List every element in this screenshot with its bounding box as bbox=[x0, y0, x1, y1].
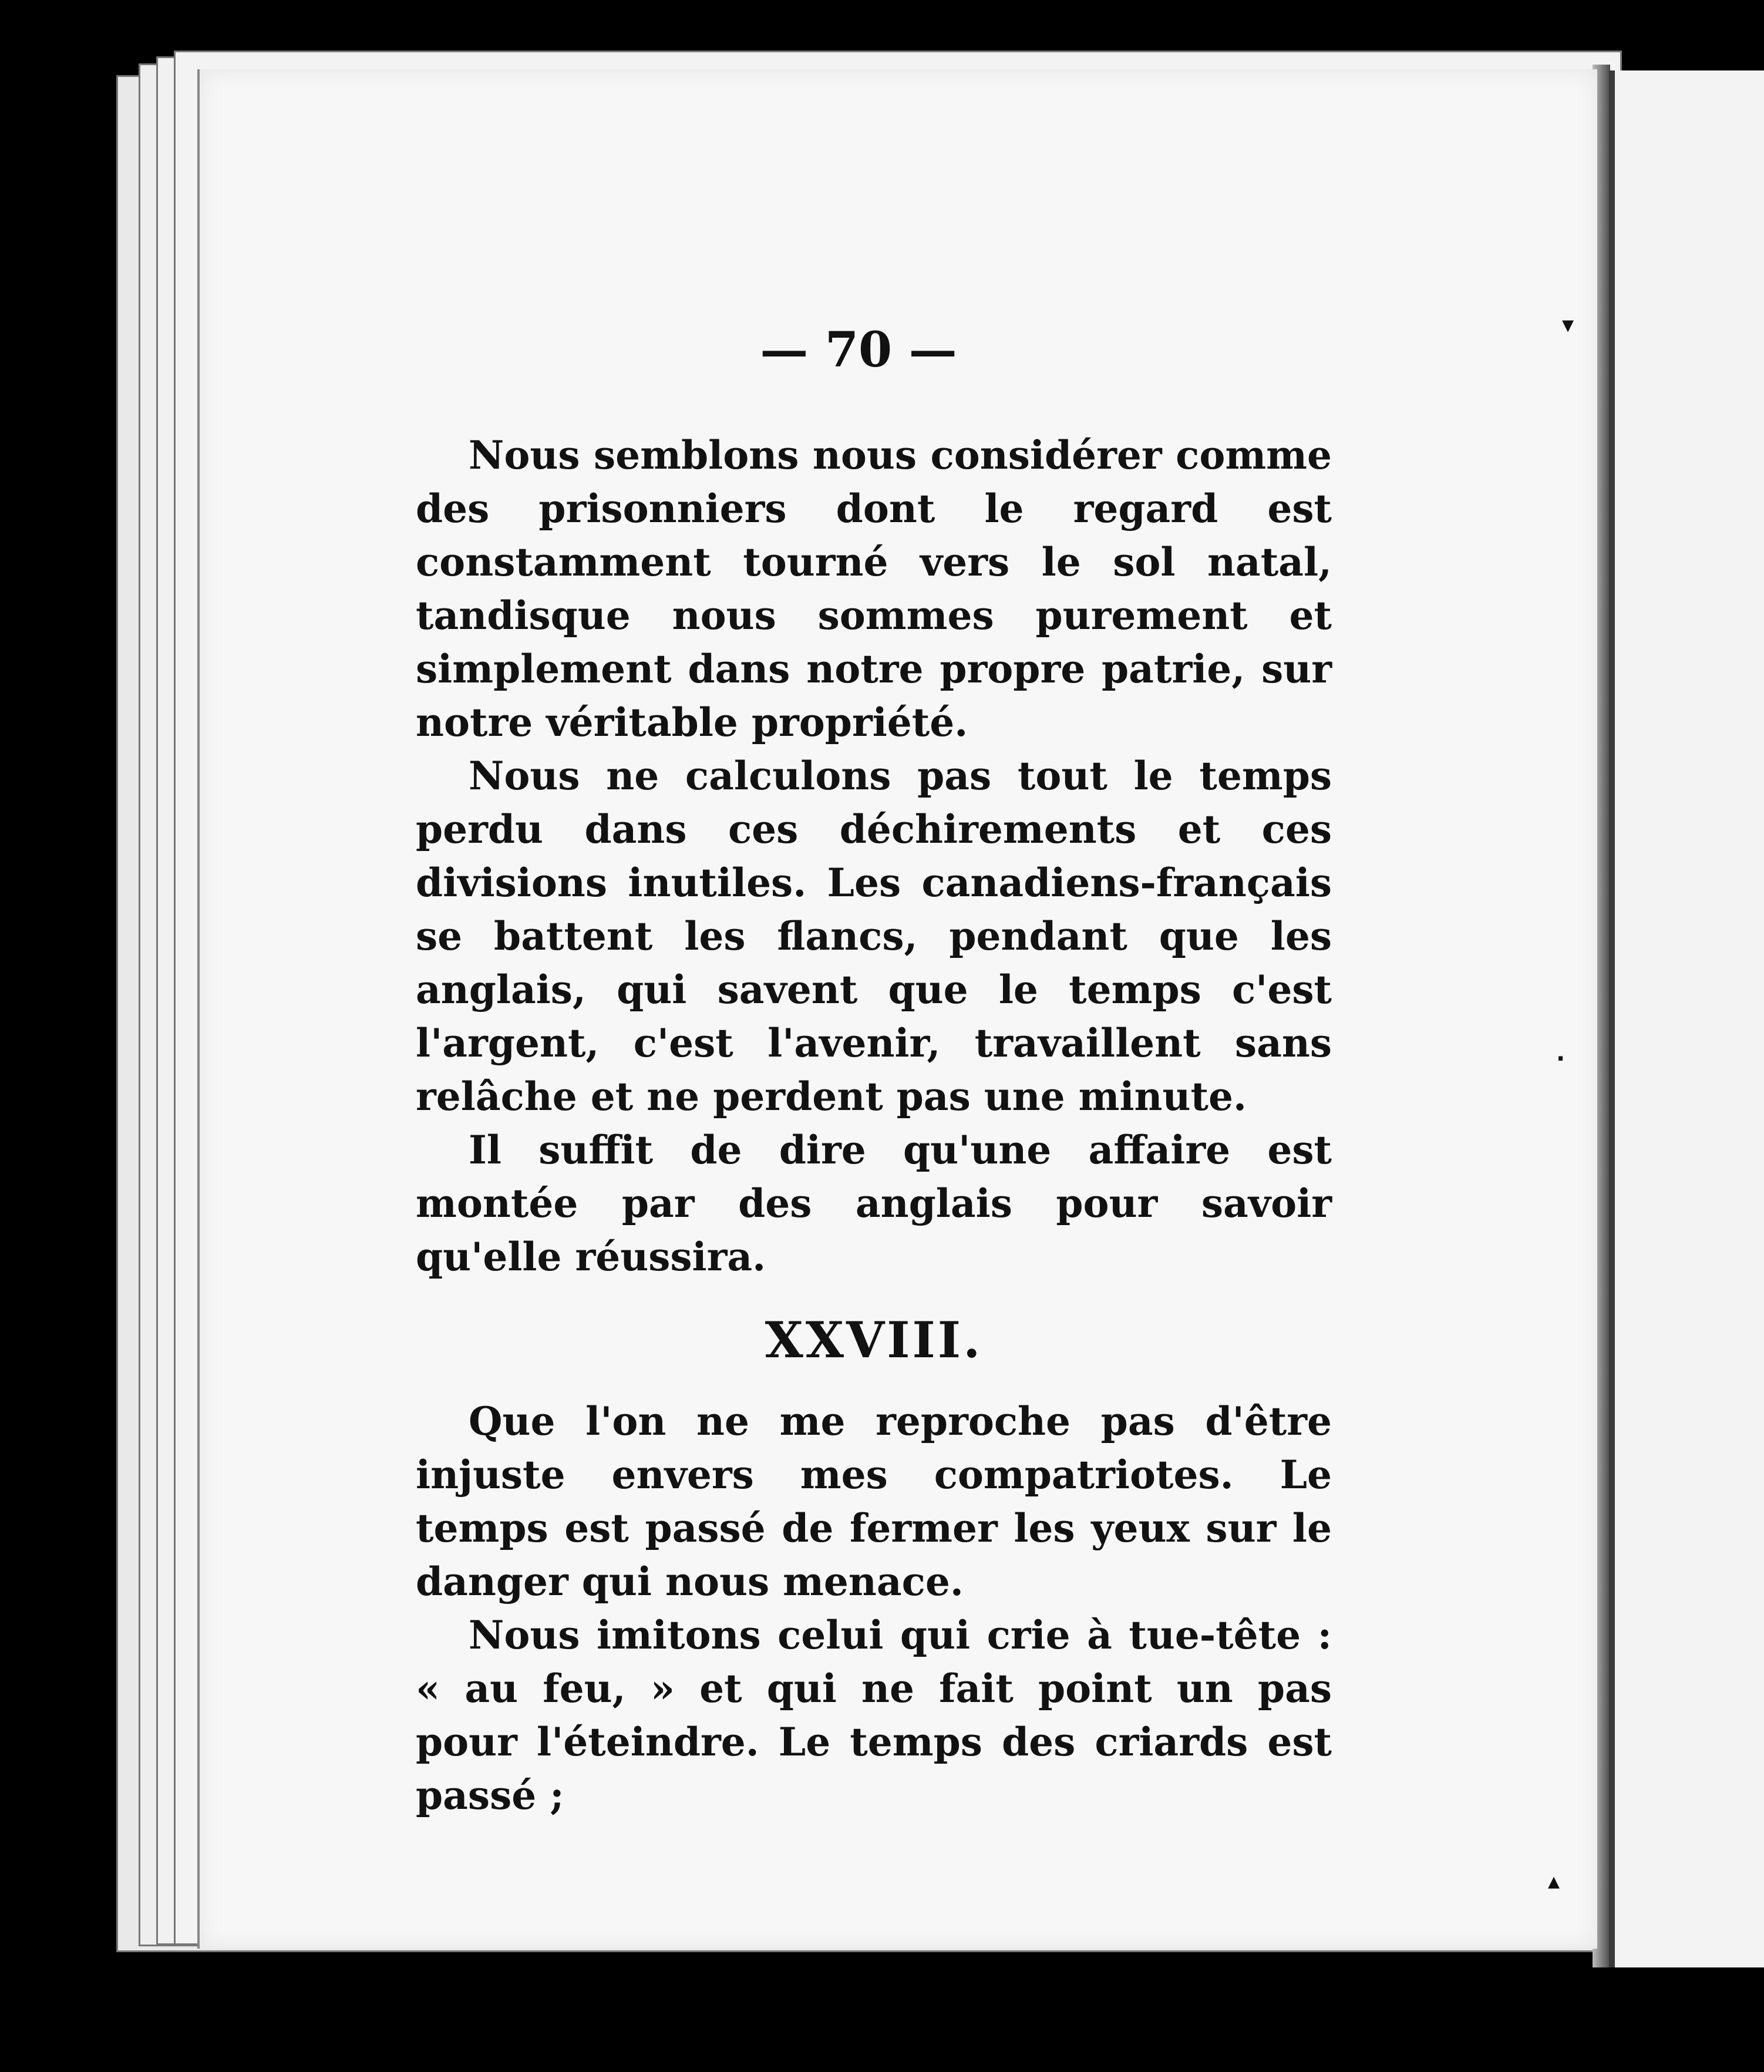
paragraph: Nous ne calculons pas tout le temps perdu dans ces déchirements et ces divisions inutiles. Les canadiens-français se battent les flancs, pendant que les anglais, qui savent que le temps c'est l'argent, c'est l'avenir, travaillent sans relâche et ne perdent pas une minute. bbox=[416, 753, 1332, 1119]
paragraph: Nous imitons celui qui crie à tue-tête : « au feu, » et qui ne fait point un pas pour l'éteindre. Le temps des criards est passé ; bbox=[416, 1612, 1332, 1818]
ink-speck: ▾ bbox=[1562, 311, 1574, 338]
page-number: — 70 — bbox=[760, 322, 957, 378]
page-body bbox=[416, 429, 1332, 1822]
ink-speck: · bbox=[1556, 1045, 1566, 1072]
ink-speck: ▴ bbox=[1548, 1868, 1560, 1895]
paragraph: Nous semblons nous considérer comme des prisonniers dont le regard est constamment tourné vers le sol natal, tandisque nous sommes purement et simplement dans notre propre patrie, sur notre véritable propriété. bbox=[416, 432, 1332, 745]
paragraph: Que l'on ne me reproche pas d'être injuste envers mes compatriotes. Le temps est passé de fermer les yeux sur le danger qui nous menace. bbox=[416, 1398, 1332, 1605]
section-heading: XXVIII. bbox=[765, 1311, 983, 1369]
paragraph: Il suffit de dire qu'une affaire est montée par des anglais pour savoir qu'elle réussira. bbox=[416, 1127, 1332, 1280]
